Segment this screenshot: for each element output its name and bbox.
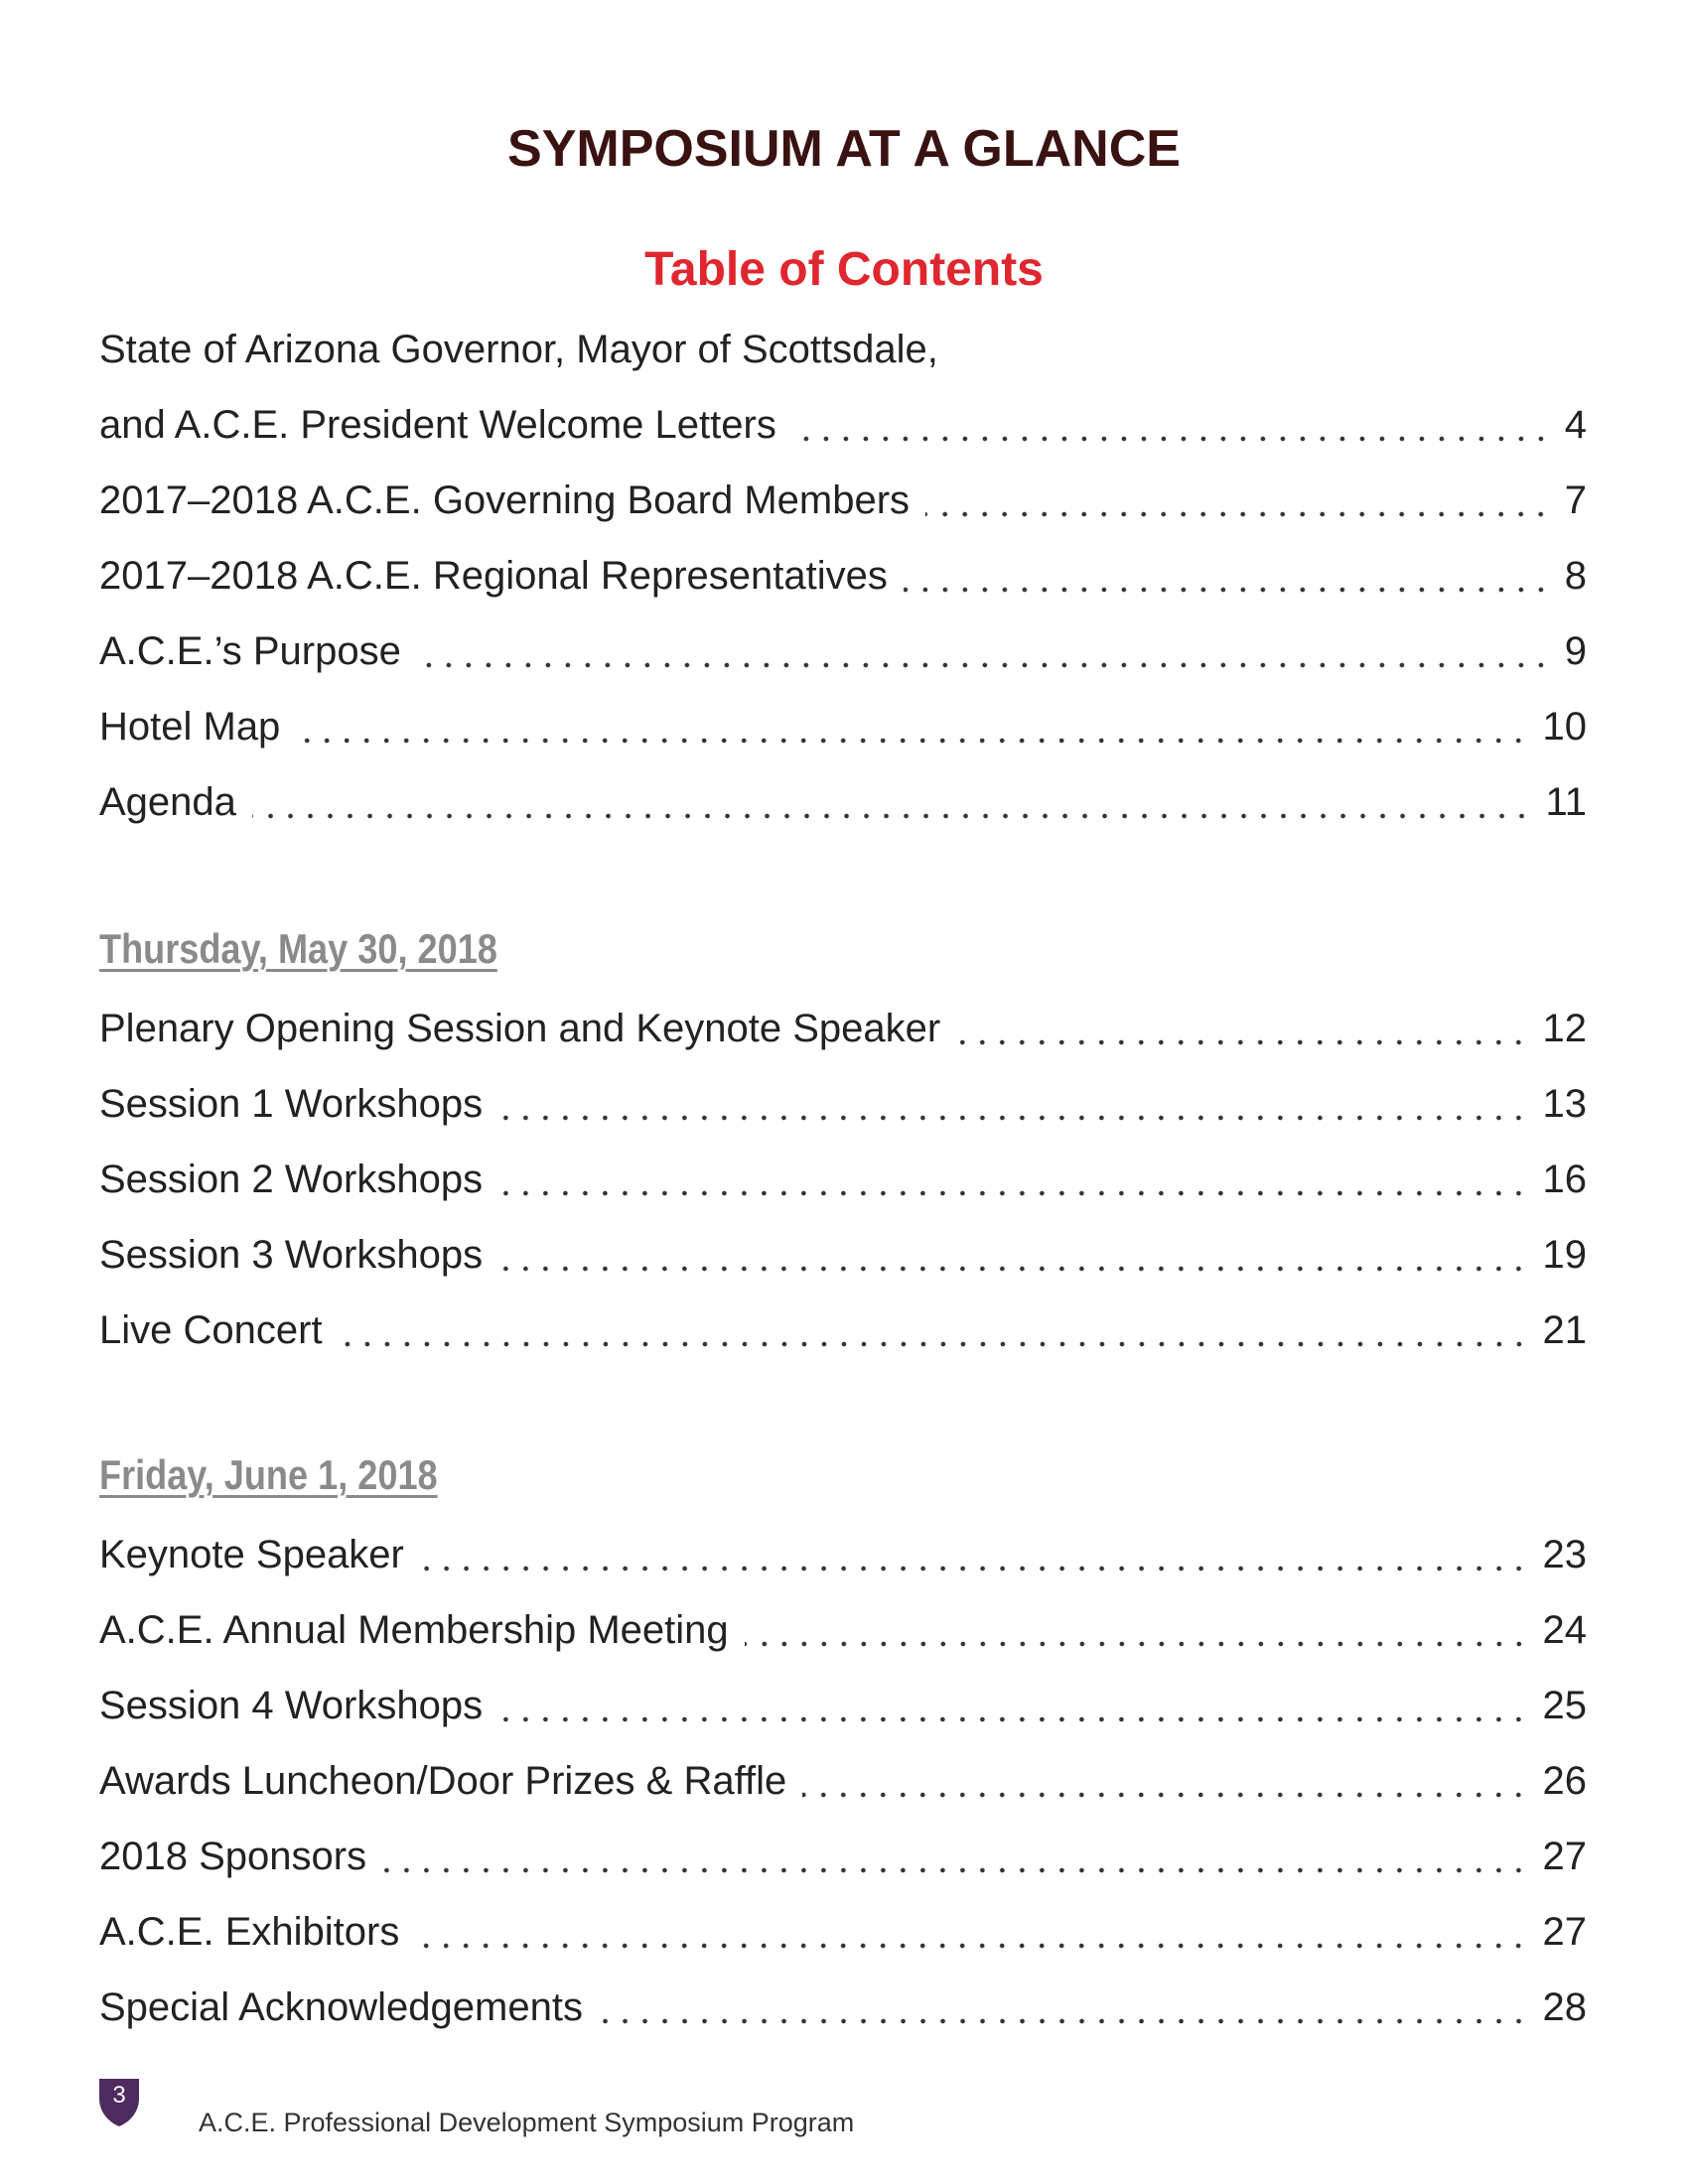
toc-entry-label: Agenda <box>99 780 236 824</box>
page-number-badge <box>97 2077 141 2128</box>
toc-entry-page: 9 <box>1564 629 1587 673</box>
toc-entry[interactable] <box>99 1602 1587 1658</box>
toc-entry[interactable] <box>99 1302 1587 1358</box>
page-title: SYMPOSIUM AT A GLANCE <box>507 120 1181 178</box>
toc-entry[interactable] <box>99 473 1587 528</box>
toc-entry-page: 11 <box>1545 780 1587 824</box>
toc-entry[interactable] <box>99 1678 1587 1733</box>
dot-leader <box>802 1790 1528 1800</box>
toc-entry-label: Awards Luncheon/Door Prizes & Raffle <box>99 1759 787 1803</box>
toc-entry-page: 24 <box>1542 1608 1587 1652</box>
toc-entry-label: Plenary Opening Session and Keynote Speaker <box>99 1007 941 1050</box>
toc-entry-label: A.C.E. Exhibitors <box>99 1910 400 1954</box>
toc-entry[interactable] <box>99 1152 1587 1207</box>
toc-entry[interactable] <box>99 1001 1587 1056</box>
toc-entry-label: Session 1 Workshops <box>99 1082 484 1126</box>
dot-leader <box>417 660 1551 670</box>
toc-entry-page: 4 <box>1564 403 1587 447</box>
toc-entry-label: Hotel Map <box>99 705 281 749</box>
toc-entry-page: 13 <box>1542 1082 1587 1126</box>
toc-entry-page: 7 <box>1564 478 1587 522</box>
toc-entry-label: Keynote Speaker <box>99 1533 404 1576</box>
toc-entry-page: 10 <box>1542 705 1587 749</box>
toc-intro-line <box>99 322 1587 377</box>
toc-entry-label: Session 4 Workshops <box>99 1684 484 1727</box>
toc-entry-label: Session 3 Workshops <box>99 1233 484 1277</box>
toc-entry[interactable] <box>99 1904 1587 1960</box>
footer-text: A.C.E. Professional Development Symposium Program <box>199 2108 855 2137</box>
toc-entry-label: 2018 Sponsors <box>99 1835 367 1878</box>
dot-leader <box>382 1865 1528 1875</box>
toc-entry-page: 26 <box>1542 1759 1587 1803</box>
toc-entry-page: 23 <box>1542 1533 1587 1576</box>
dot-leader <box>498 1188 1528 1198</box>
dot-leader <box>420 1564 1529 1573</box>
toc-entry-page: 12 <box>1542 1007 1587 1050</box>
toc-entry[interactable] <box>99 1527 1587 1582</box>
toc-entry[interactable] <box>99 1076 1587 1132</box>
toc-entry[interactable] <box>99 548 1587 604</box>
toc-entry-label: and A.C.E. President Welcome Letters <box>99 403 776 447</box>
toc-entry[interactable] <box>99 1227 1587 1283</box>
toc-entry-label: Live Concert <box>99 1308 323 1352</box>
toc-entry-page: 16 <box>1542 1158 1587 1201</box>
toc-entry[interactable] <box>99 1753 1587 1809</box>
toc-entry[interactable] <box>99 774 1587 830</box>
section-heading-thursday: Thursday, May 30, 2018 <box>99 925 497 972</box>
toc-entry-label: A.C.E. Annual Membership Meeting <box>99 1608 729 1652</box>
toc-entry[interactable] <box>99 397 1587 453</box>
dot-leader <box>925 509 1551 519</box>
toc-entry-label: A.C.E.’s Purpose <box>99 629 401 673</box>
dot-leader <box>498 1113 1528 1123</box>
toc-entry-page: 28 <box>1542 1985 1587 2029</box>
dot-leader <box>296 736 1528 746</box>
toc-entry[interactable] <box>99 623 1587 679</box>
dot-leader <box>498 1264 1528 1274</box>
toc-entry-label: 2017–2018 A.C.E. Governing Board Members <box>99 478 911 522</box>
toc-entry-page: 27 <box>1542 1910 1587 1954</box>
dot-leader <box>415 1941 1528 1951</box>
toc-entry[interactable] <box>99 699 1587 754</box>
section-heading-friday: Friday, June 1, 2018 <box>99 1451 438 1498</box>
toc-entry-label: 2017–2018 A.C.E. Regional Representatives <box>99 554 888 598</box>
toc-entry-page: 27 <box>1542 1835 1587 1878</box>
toc-entry-page: 21 <box>1542 1308 1587 1352</box>
dot-leader <box>792 434 1551 444</box>
toc-entry[interactable] <box>99 1979 1587 2035</box>
dot-leader <box>252 811 1532 821</box>
toc-entry-page: 8 <box>1564 554 1587 598</box>
dot-leader <box>599 2016 1529 2026</box>
toc-entry-label: Special Acknowledgements <box>99 1985 583 2029</box>
dot-leader <box>956 1037 1528 1047</box>
dot-leader <box>339 1339 1529 1349</box>
toc-entry-page: 19 <box>1542 1233 1587 1277</box>
dot-leader <box>498 1714 1528 1724</box>
toc-heading: Table of Contents <box>644 243 1044 296</box>
toc-entry-page: 25 <box>1542 1684 1587 1727</box>
dot-leader <box>904 585 1551 595</box>
toc-entry-label: State of Arizona Governor, Mayor of Scottsdale, <box>99 328 938 371</box>
toc-entry[interactable] <box>99 1829 1587 1884</box>
toc-entry-label: Session 2 Workshops <box>99 1158 484 1201</box>
page-number: 3 <box>112 2082 126 2109</box>
dot-leader <box>745 1639 1529 1649</box>
